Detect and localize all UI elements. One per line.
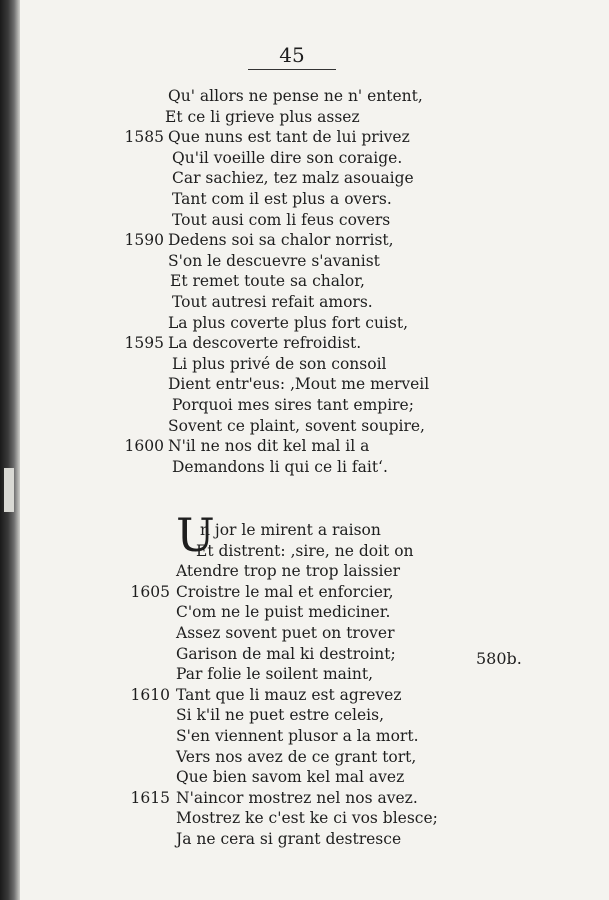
verse-line: C'om ne le puist mediciner. (176, 603, 391, 622)
verse-line: Qu'il voeille dire son coraige. (172, 148, 403, 167)
marginal-folio-note: 580b. (476, 649, 522, 668)
verse-line: Qu' allors ne pense ne n' entent, (168, 87, 423, 105)
page-number-rule (248, 69, 336, 70)
line-number: 1600 (124, 437, 164, 456)
verse-line: Et remet toute sa chalor, (170, 272, 365, 291)
verse-line: Li plus privé de son consoil (172, 354, 387, 373)
verse-line: Demandons li qui ce li fait‘. (172, 457, 388, 476)
line-number: 1605 (130, 582, 170, 601)
verse-line: Atendre trop ne trop laissier (176, 562, 401, 581)
verse-line: N'il ne nos dit kel mal il a (168, 437, 370, 456)
drop-cap: U (176, 508, 215, 562)
verse-line: N'aincor mostrez nel nos avez. (176, 788, 418, 807)
verse-line: Assez sovent puet on trover (176, 624, 395, 642)
verse-line: n jor le mirent a raison (200, 521, 381, 539)
verse-line: La descoverte refroidist. (168, 334, 362, 353)
line-number: 1610 (130, 685, 170, 704)
page-number: 45 (279, 43, 305, 67)
verse-line: Sovent ce plaint, sovent soupire, (168, 416, 425, 435)
line-number: 1585 (124, 128, 164, 147)
verse-line: S'on le descuevre s'avanist (168, 251, 380, 270)
verse-line: Par folie le soilent maint, (176, 665, 373, 684)
verse-line: Porquoi mes sires tant empire; (172, 396, 414, 414)
verse-line: Dient entr'eus: ‚Mout me merveil (168, 375, 430, 394)
binding-gap (4, 468, 14, 512)
line-number: 1595 (124, 334, 164, 353)
verse-line: Tant que li mauz est agrevez (176, 685, 402, 704)
verse-line: Car sachiez, tez malz asouaige (172, 169, 414, 188)
verse-line: Que bien savom kel mal avez (176, 768, 405, 787)
verse-line: Si k'il ne puet estre celeis, (176, 706, 385, 725)
verse-line: Dedens soi sa chalor norrist, (168, 231, 394, 250)
verse-line: Tout autresi refait amors. (172, 293, 373, 311)
verse-line: Tout ausi com li feus covers (172, 210, 391, 229)
verse-line: Vers nos avez de ce grant tort, (176, 747, 417, 766)
book-binding-edge (0, 0, 20, 900)
verse-line: Croistre le mal et enforcier, (176, 582, 394, 601)
verse-line: Ja ne cera si grant destresce (176, 830, 402, 848)
verse-line: S'en viennent plusor a la mort. (176, 727, 419, 745)
verse-line: Et distrent: ‚sire, ne doit on (196, 541, 414, 560)
line-number: 1615 (130, 788, 170, 807)
verse-line: Et ce li grieve plus assez (165, 107, 360, 126)
verse-line: La plus coverte plus fort cuist, (168, 313, 408, 332)
line-number: 1590 (124, 231, 164, 250)
verse-line: Tant com il est plus a overs. (172, 190, 392, 208)
verse-line: Mostrez ke c'est ke ci vos blesce; (176, 809, 438, 828)
verse-line: Garison de mal ki destroint; (176, 644, 396, 663)
verse-line: Que nuns est tant de lui privez (168, 128, 410, 147)
